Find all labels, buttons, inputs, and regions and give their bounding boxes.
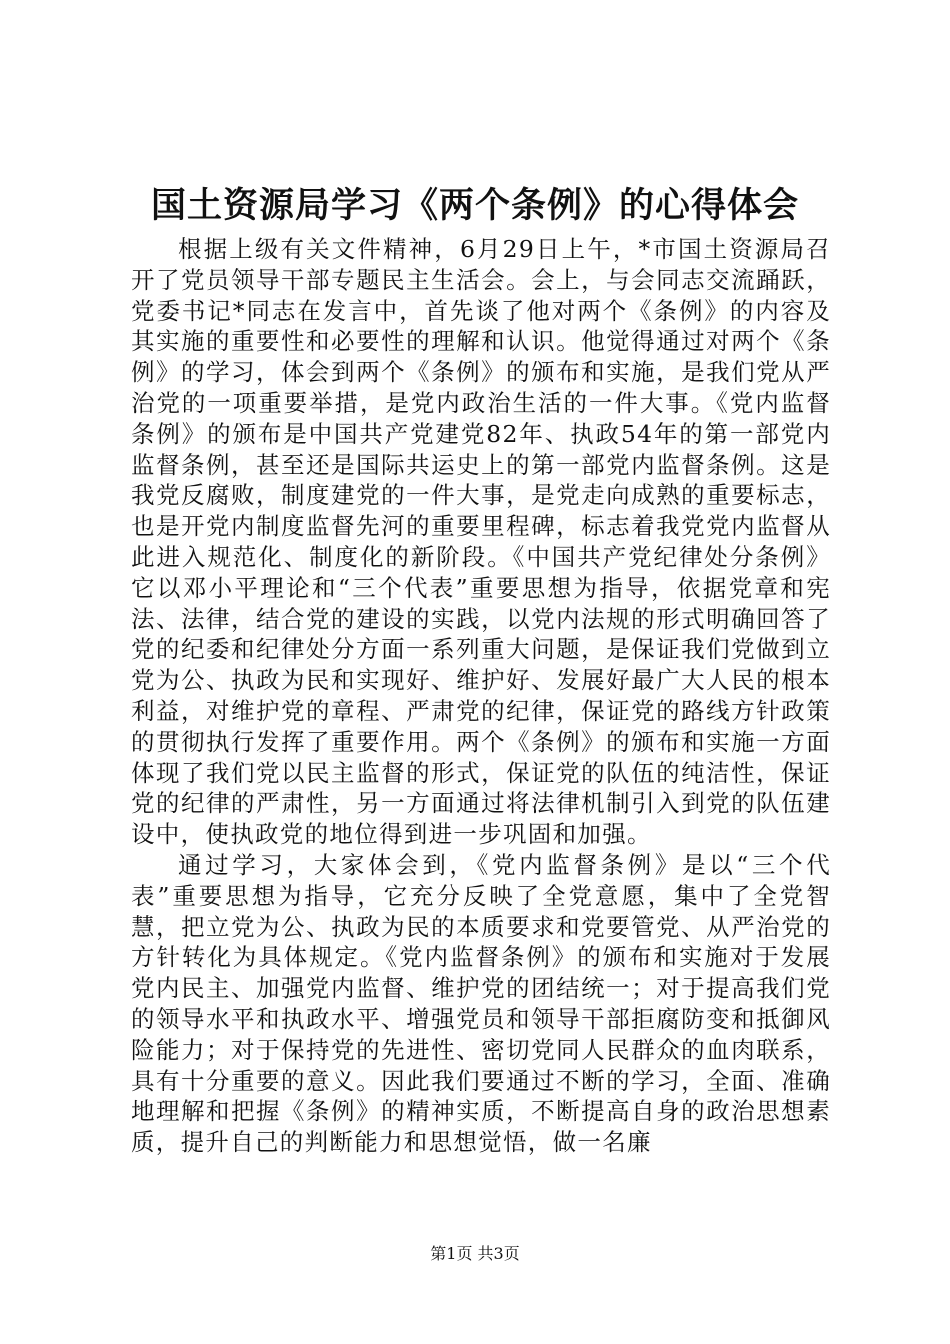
- paragraph-2: 通过学习，大家体会到，《党内监督条例》是以“三个代表”重要思想为指导，它充分反映了全党意愿，集中了全党智慧，把立党为公、执政为民的本质要求和党要管党、从严治党的方针转化为具体规定。《党内监督条例》的颁布和实施对于发展党内民主、加强党内监督、维护党的团结统一；对于提高我们党的领导水平和执政水平、增强党员和领导干部拒腐防变和抵御风险能力；对于保持党的先进性、密切党同人民群众的血肉联系，具有十分重要的意义。因此我们要通过不断的学习，全面、准确地理解和把握《条例》的精神实质，不断提高自身的政治思想素质，提升自己的判断能力和思想觉悟，做一名廉: [131, 850, 831, 1157]
- page-number-footer: 第1页 共3页: [430, 1244, 520, 1263]
- document-body: [131, 234, 831, 1158]
- paragraph-1: 根据上级有关文件精神，6月29日上午，*市国土资源局召开了党员领导干部专题民主生活会。会上，与会同志交流踊跃，党委书记*同志在发言中，首先谈了他对两个《条例》的内容及其实施的重要性和必要性的理解和认识。他觉得通过对两个《条例》的学习，体会到两个《条例》的颁布和实施，是我们党从严治党的一项重要举措，是党内政治生活的一件大事。《党内监督条例》的颁布是中国共产党建党82年、执政54年的第一部党内监督条例，甚至还是国际共运史上的第一部党内监督条例。这是我党反腐败，制度建党的一件大事，是党走向成熟的重要标志，也是开党内制度监督先河的重要里程碑，标志着我党党内监督从此进入规范化、制度化的新阶段。《中国共产党纪律处分条例》它以邓小平理论和“三个代表”重要思想为指导，依据党章和宪法、法律，结合党的建设的实践，以党内法规的形式明确回答了党的纪委和纪律处分方面一系列重大问题，是保证我们党做到立党为公、执政为民和实现好、维护好、发展好最广大人民的根本利益，对维护党的章程、严肃党的纪律，保证党的路线方针政策的贯彻执行发挥了重要作用。两个《条例》的颁布和实施一方面体现了我们党以民主监督的形式，保证党的队伍的纯洁性，保证党的纪律的严肃性，另一方面通过将法律机制引入到党的队伍建设中，使执政党的地位得到进一步巩固和加强。: [131, 235, 831, 849]
- document-title: 国土资源局学习《两个条例》的心得体会: [150, 185, 799, 226]
